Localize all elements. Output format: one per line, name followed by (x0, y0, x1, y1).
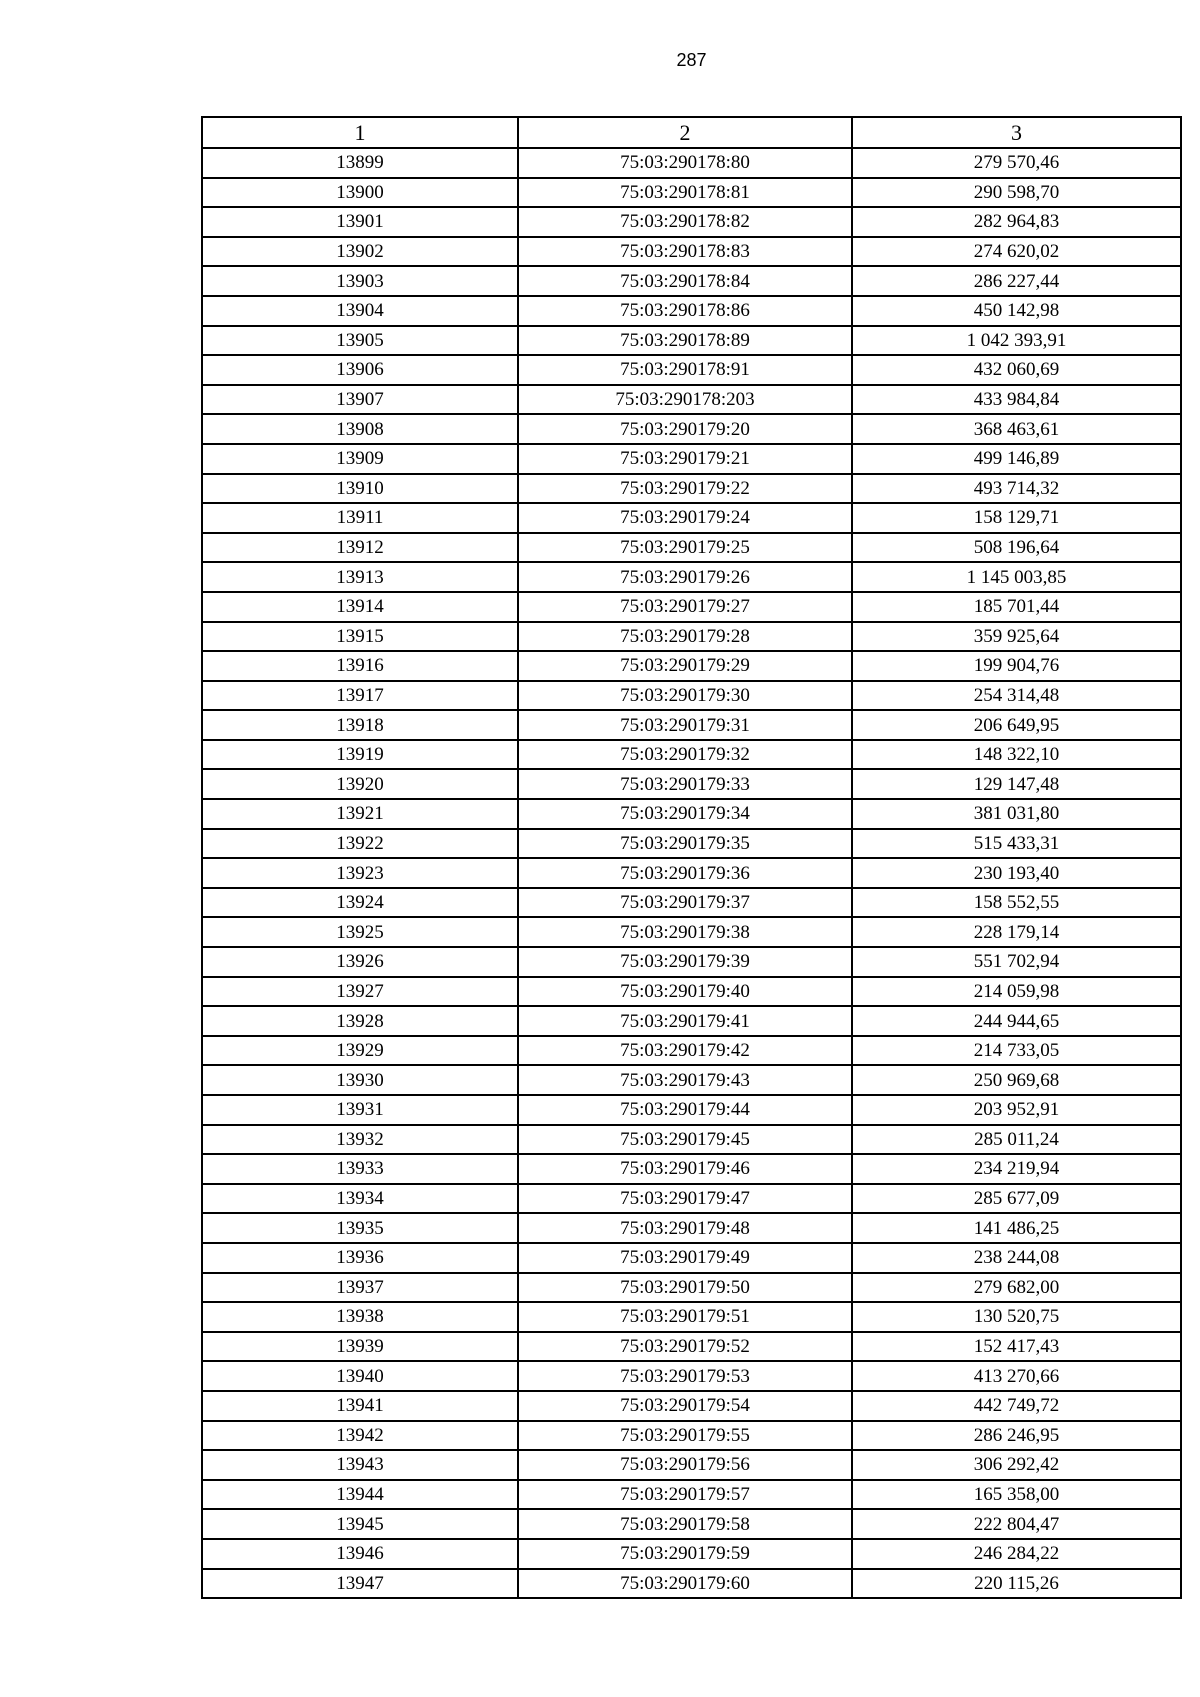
value-cell: 130 520,75 (852, 1302, 1181, 1332)
cadastral-number-cell: 75:03:290179:46 (518, 1154, 852, 1184)
cadastral-number-cell: 75:03:290179:54 (518, 1391, 852, 1421)
cadastral-number-cell: 75:03:290178:203 (518, 385, 852, 415)
table-row (202, 1095, 1181, 1125)
value-cell: 152 417,43 (852, 1332, 1181, 1362)
table-row (202, 148, 1181, 178)
row-number-cell: 13946 (202, 1539, 518, 1569)
value-cell: 282 964,83 (852, 207, 1181, 237)
cadastral-number-cell: 75:03:290179:34 (518, 799, 852, 829)
row-number-cell: 13943 (202, 1450, 518, 1480)
table-row (202, 207, 1181, 237)
table-body (202, 148, 1181, 1598)
cadastral-number-cell: 75:03:290179:47 (518, 1184, 852, 1214)
cadastral-number-cell: 75:03:290178:82 (518, 207, 852, 237)
value-cell: 129 147,48 (852, 769, 1181, 799)
row-number-cell: 13926 (202, 947, 518, 977)
cadastral-number-cell: 75:03:290179:57 (518, 1480, 852, 1510)
value-cell: 286 227,44 (852, 266, 1181, 296)
row-number-cell: 13917 (202, 681, 518, 711)
row-number-cell: 13912 (202, 533, 518, 563)
value-cell: 185 701,44 (852, 592, 1181, 622)
table-row (202, 1539, 1181, 1569)
value-cell: 493 714,32 (852, 474, 1181, 504)
table-row (202, 1036, 1181, 1066)
cadastral-number-cell: 75:03:290179:38 (518, 917, 852, 947)
table-row (202, 1243, 1181, 1273)
row-number-cell: 13923 (202, 858, 518, 888)
row-number-cell: 13914 (202, 592, 518, 622)
cadastral-number-cell: 75:03:290179:58 (518, 1509, 852, 1539)
cadastral-number-cell: 75:03:290179:42 (518, 1036, 852, 1066)
table-row (202, 444, 1181, 474)
row-number-cell: 13915 (202, 622, 518, 652)
cadastral-number-cell: 75:03:290179:40 (518, 977, 852, 1007)
row-number-cell: 13911 (202, 503, 518, 533)
table-row (202, 1361, 1181, 1391)
row-number-cell: 13925 (202, 917, 518, 947)
cadastral-number-cell: 75:03:290179:49 (518, 1243, 852, 1273)
value-cell: 230 193,40 (852, 858, 1181, 888)
header-row (202, 117, 1181, 148)
table-row (202, 562, 1181, 592)
row-number-cell: 13924 (202, 888, 518, 918)
table-row (202, 829, 1181, 859)
value-cell: 1 042 393,91 (852, 326, 1181, 356)
table-row (202, 296, 1181, 326)
value-cell: 148 322,10 (852, 740, 1181, 770)
cadastral-number-cell: 75:03:290179:53 (518, 1361, 852, 1391)
row-number-cell: 13935 (202, 1213, 518, 1243)
cadastral-number-cell: 75:03:290179:33 (518, 769, 852, 799)
row-number-cell: 13940 (202, 1361, 518, 1391)
cadastral-number-cell: 75:03:290179:30 (518, 681, 852, 711)
cadastral-number-cell: 75:03:290179:26 (518, 562, 852, 592)
row-number-cell: 13922 (202, 829, 518, 859)
value-cell: 279 570,46 (852, 148, 1181, 178)
column-header-2: 2 (518, 117, 852, 148)
value-cell: 228 179,14 (852, 917, 1181, 947)
cadastral-number-cell: 75:03:290179:28 (518, 622, 852, 652)
row-number-cell: 13927 (202, 977, 518, 1007)
cadastral-number-cell: 75:03:290178:83 (518, 237, 852, 267)
row-number-cell: 13909 (202, 444, 518, 474)
table-row (202, 237, 1181, 267)
table-row (202, 1302, 1181, 1332)
row-number-cell: 13934 (202, 1184, 518, 1214)
value-cell: 254 314,48 (852, 681, 1181, 711)
row-number-cell: 13899 (202, 148, 518, 178)
table-row (202, 1006, 1181, 1036)
cadastral-number-cell: 75:03:290178:80 (518, 148, 852, 178)
table-row (202, 1065, 1181, 1095)
value-cell: 368 463,61 (852, 414, 1181, 444)
table-row (202, 858, 1181, 888)
row-number-cell: 13938 (202, 1302, 518, 1332)
cadastral-number-cell: 75:03:290178:91 (518, 355, 852, 385)
value-cell: 222 804,47 (852, 1509, 1181, 1539)
cadastral-number-cell: 75:03:290179:59 (518, 1539, 852, 1569)
row-number-cell: 13936 (202, 1243, 518, 1273)
cadastral-number-cell: 75:03:290179:56 (518, 1450, 852, 1480)
table-row (202, 1184, 1181, 1214)
row-number-cell: 13919 (202, 740, 518, 770)
value-cell: 214 059,98 (852, 977, 1181, 1007)
table-header (202, 117, 1181, 148)
value-cell: 442 749,72 (852, 1391, 1181, 1421)
table-row (202, 474, 1181, 504)
cadastral-number-cell: 75:03:290179:32 (518, 740, 852, 770)
cadastral-number-cell: 75:03:290178:89 (518, 326, 852, 356)
value-cell: 306 292,42 (852, 1450, 1181, 1480)
value-cell: 285 011,24 (852, 1125, 1181, 1155)
value-cell: 206 649,95 (852, 710, 1181, 740)
row-number-cell: 13905 (202, 326, 518, 356)
table-row (202, 414, 1181, 444)
row-number-cell: 13941 (202, 1391, 518, 1421)
row-number-cell: 13906 (202, 355, 518, 385)
table-row (202, 592, 1181, 622)
row-number-cell: 13913 (202, 562, 518, 592)
table-row (202, 266, 1181, 296)
registry-table (201, 116, 1182, 1599)
value-cell: 508 196,64 (852, 533, 1181, 563)
row-number-cell: 13930 (202, 1065, 518, 1095)
value-cell: 359 925,64 (852, 622, 1181, 652)
value-cell: 165 358,00 (852, 1480, 1181, 1510)
cadastral-number-cell: 75:03:290179:37 (518, 888, 852, 918)
row-number-cell: 13929 (202, 1036, 518, 1066)
table-row (202, 740, 1181, 770)
row-number-cell: 13916 (202, 651, 518, 681)
value-cell: 158 552,55 (852, 888, 1181, 918)
column-header-3: 3 (852, 117, 1181, 148)
cadastral-number-cell: 75:03:290179:20 (518, 414, 852, 444)
table-row (202, 1213, 1181, 1243)
row-number-cell: 13921 (202, 799, 518, 829)
table-row (202, 1509, 1181, 1539)
value-cell: 286 246,95 (852, 1421, 1181, 1451)
row-number-cell: 13904 (202, 296, 518, 326)
row-number-cell: 13944 (202, 1480, 518, 1510)
cadastral-number-cell: 75:03:290179:50 (518, 1273, 852, 1303)
row-number-cell: 13910 (202, 474, 518, 504)
table-row (202, 888, 1181, 918)
value-cell: 551 702,94 (852, 947, 1181, 977)
row-number-cell: 13933 (202, 1154, 518, 1184)
value-cell: 285 677,09 (852, 1184, 1181, 1214)
value-cell: 433 984,84 (852, 385, 1181, 415)
cadastral-number-cell: 75:03:290179:31 (518, 710, 852, 740)
cadastral-number-cell: 75:03:290179:27 (518, 592, 852, 622)
cadastral-number-cell: 75:03:290179:29 (518, 651, 852, 681)
table-row (202, 1421, 1181, 1451)
table-row (202, 651, 1181, 681)
table-row (202, 326, 1181, 356)
cadastral-number-cell: 75:03:290178:84 (518, 266, 852, 296)
cadastral-number-cell: 75:03:290179:51 (518, 1302, 852, 1332)
table-row (202, 178, 1181, 208)
table-row (202, 622, 1181, 652)
row-number-cell: 13920 (202, 769, 518, 799)
value-cell: 203 952,91 (852, 1095, 1181, 1125)
value-cell: 214 733,05 (852, 1036, 1181, 1066)
cadastral-number-cell: 75:03:290179:44 (518, 1095, 852, 1125)
cadastral-number-cell: 75:03:290179:36 (518, 858, 852, 888)
row-number-cell: 13908 (202, 414, 518, 444)
cadastral-number-cell: 75:03:290179:39 (518, 947, 852, 977)
row-number-cell: 13901 (202, 207, 518, 237)
value-cell: 279 682,00 (852, 1273, 1181, 1303)
row-number-cell: 13937 (202, 1273, 518, 1303)
row-number-cell: 13900 (202, 178, 518, 208)
row-number-cell: 13903 (202, 266, 518, 296)
cadastral-number-cell: 75:03:290179:24 (518, 503, 852, 533)
table-row (202, 1480, 1181, 1510)
cadastral-number-cell: 75:03:290179:21 (518, 444, 852, 474)
cadastral-number-cell: 75:03:290179:52 (518, 1332, 852, 1362)
value-cell: 290 598,70 (852, 178, 1181, 208)
cadastral-number-cell: 75:03:290179:55 (518, 1421, 852, 1451)
table-row (202, 1332, 1181, 1362)
cadastral-number-cell: 75:03:290179:35 (518, 829, 852, 859)
value-cell: 244 944,65 (852, 1006, 1181, 1036)
table-row (202, 503, 1181, 533)
table-row (202, 799, 1181, 829)
row-number-cell: 13945 (202, 1509, 518, 1539)
cadastral-number-cell: 75:03:290178:86 (518, 296, 852, 326)
cadastral-number-cell: 75:03:290179:22 (518, 474, 852, 504)
value-cell: 141 486,25 (852, 1213, 1181, 1243)
row-number-cell: 13939 (202, 1332, 518, 1362)
value-cell: 515 433,31 (852, 829, 1181, 859)
row-number-cell: 13947 (202, 1569, 518, 1599)
table-row (202, 533, 1181, 563)
cadastral-number-cell: 75:03:290179:45 (518, 1125, 852, 1155)
value-cell: 432 060,69 (852, 355, 1181, 385)
row-number-cell: 13942 (202, 1421, 518, 1451)
table-row (202, 1569, 1181, 1599)
table-row (202, 977, 1181, 1007)
page-number: 287 (676, 50, 707, 70)
table-row (202, 1391, 1181, 1421)
table-row (202, 947, 1181, 977)
value-cell: 158 129,71 (852, 503, 1181, 533)
value-cell: 381 031,80 (852, 799, 1181, 829)
table-row (202, 710, 1181, 740)
row-number-cell: 13931 (202, 1095, 518, 1125)
value-cell: 274 620,02 (852, 237, 1181, 267)
table-row (202, 1125, 1181, 1155)
row-number-cell: 13902 (202, 237, 518, 267)
cadastral-number-cell: 75:03:290179:60 (518, 1569, 852, 1599)
cadastral-number-cell: 75:03:290179:25 (518, 533, 852, 563)
row-number-cell: 13928 (202, 1006, 518, 1036)
value-cell: 238 244,08 (852, 1243, 1181, 1273)
value-cell: 246 284,22 (852, 1539, 1181, 1569)
value-cell: 234 219,94 (852, 1154, 1181, 1184)
value-cell: 1 145 003,85 (852, 562, 1181, 592)
cadastral-number-cell: 75:03:290179:43 (518, 1065, 852, 1095)
table-row (202, 355, 1181, 385)
value-cell: 450 142,98 (852, 296, 1181, 326)
cadastral-number-cell: 75:03:290179:41 (518, 1006, 852, 1036)
row-number-cell: 13907 (202, 385, 518, 415)
table-row (202, 1273, 1181, 1303)
table-row (202, 681, 1181, 711)
table-row (202, 769, 1181, 799)
value-cell: 413 270,66 (852, 1361, 1181, 1391)
row-number-cell: 13932 (202, 1125, 518, 1155)
cadastral-number-cell: 75:03:290179:48 (518, 1213, 852, 1243)
table-row (202, 1154, 1181, 1184)
table-row (202, 1450, 1181, 1480)
column-header-1: 1 (202, 117, 518, 148)
row-number-cell: 13918 (202, 710, 518, 740)
table-row (202, 385, 1181, 415)
value-cell: 199 904,76 (852, 651, 1181, 681)
value-cell: 220 115,26 (852, 1569, 1181, 1599)
cadastral-number-cell: 75:03:290178:81 (518, 178, 852, 208)
value-cell: 250 969,68 (852, 1065, 1181, 1095)
table-row (202, 917, 1181, 947)
value-cell: 499 146,89 (852, 444, 1181, 474)
